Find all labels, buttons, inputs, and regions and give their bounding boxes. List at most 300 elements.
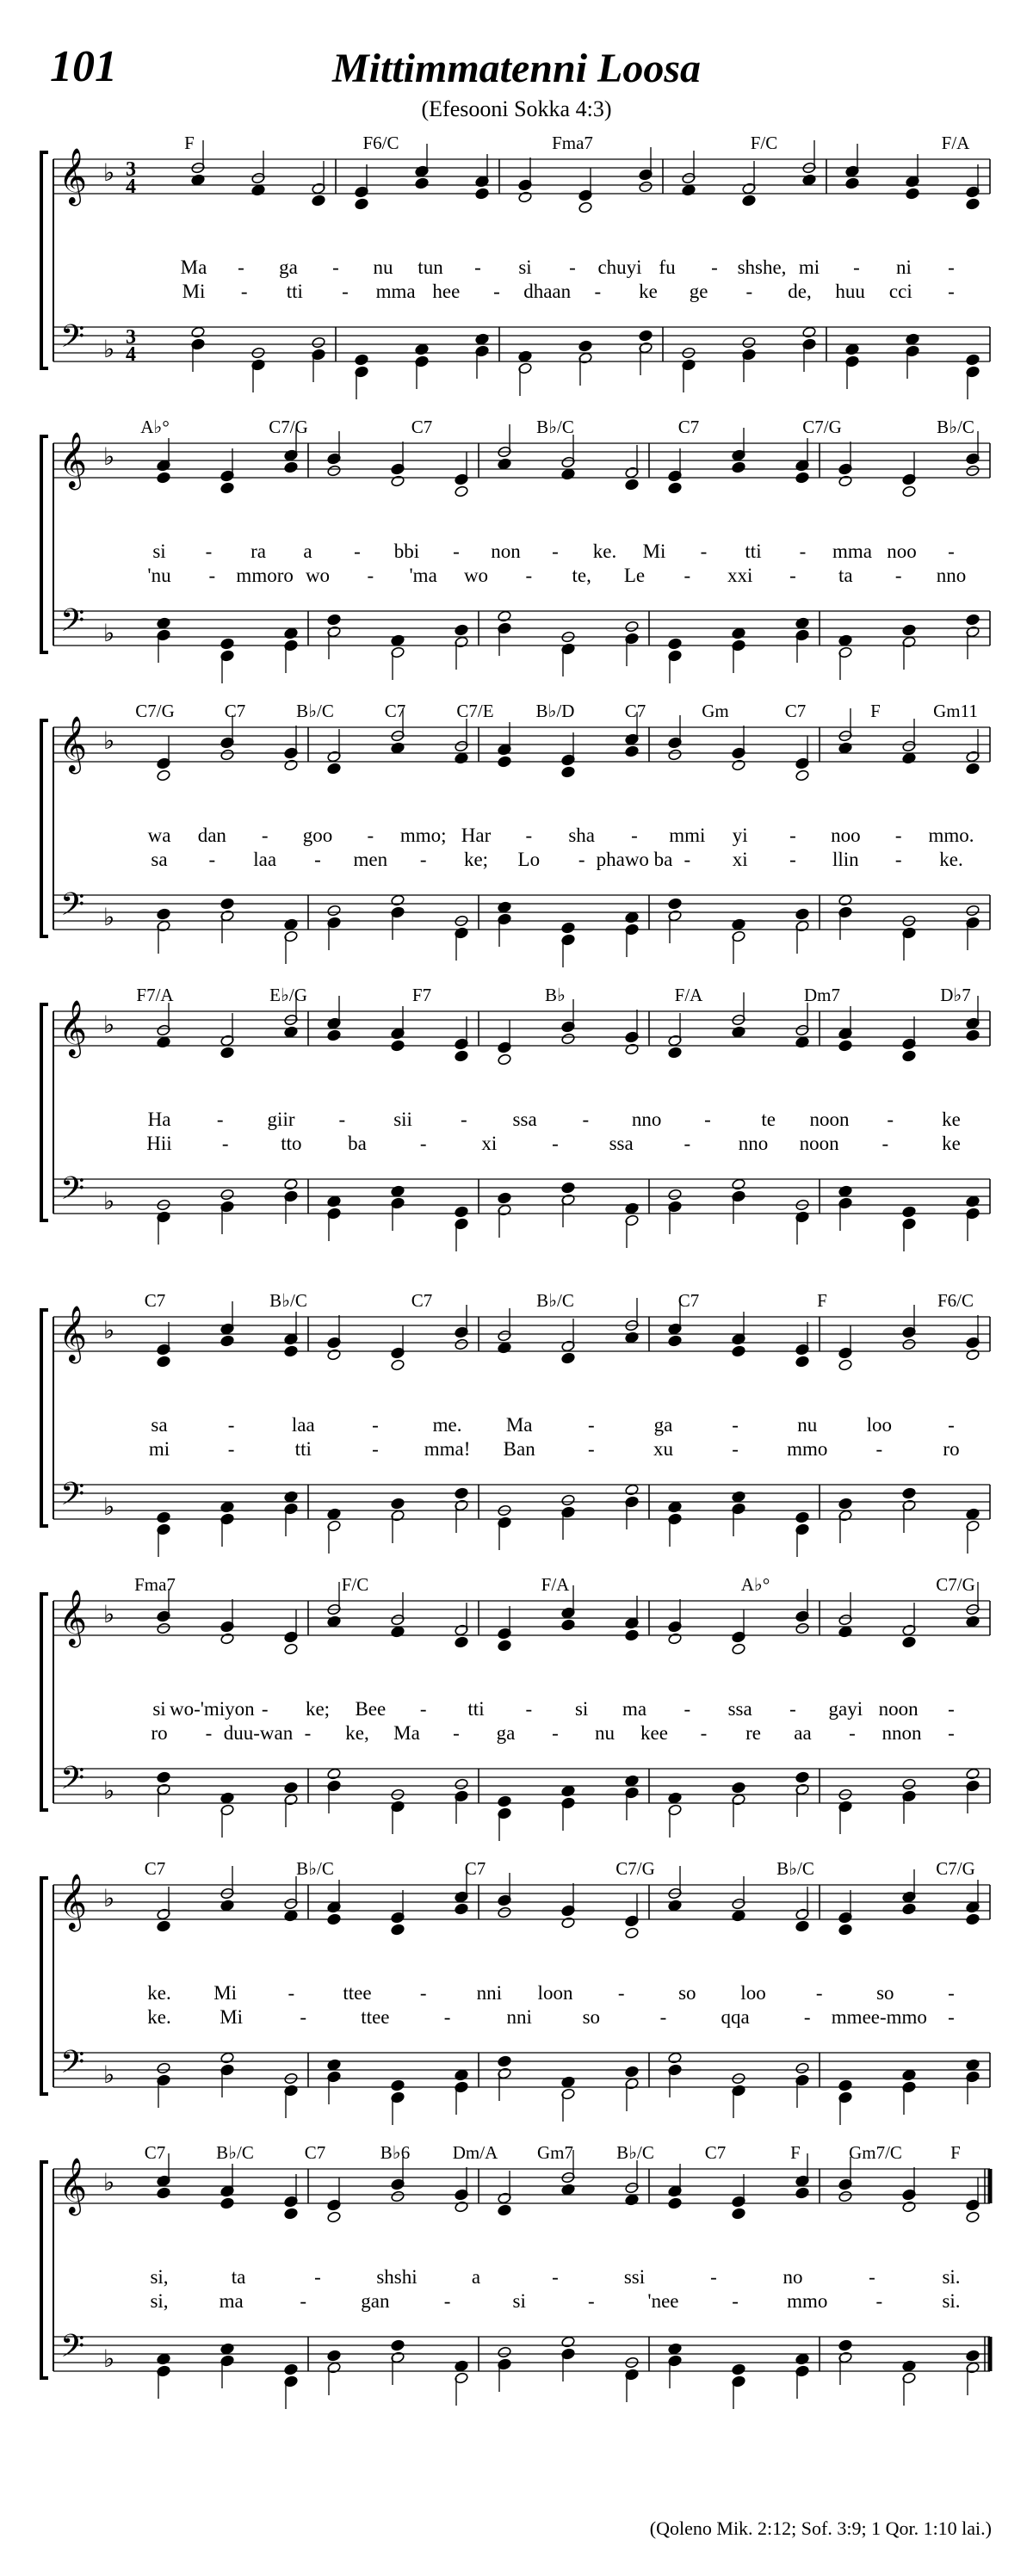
note-head xyxy=(906,333,920,345)
lyric-verse-2: - xyxy=(240,281,248,302)
lyric-verse-2: - xyxy=(684,849,691,870)
lyric-verse-2: - xyxy=(552,1133,559,1154)
note-head xyxy=(327,465,342,477)
lyric-verse-2: - xyxy=(700,1722,708,1744)
lyric-verse-2: 'ma xyxy=(409,565,437,586)
key-signature-flat-icon: ♭ xyxy=(103,1010,115,1039)
lyric-verse-2: - xyxy=(304,1722,312,1744)
note-head xyxy=(625,2066,640,2078)
chord-symbol: F/A xyxy=(941,133,970,153)
lyric-verse-2: wo xyxy=(463,565,489,586)
note-head xyxy=(157,1036,171,1048)
lyric-verse-1: - xyxy=(372,1414,379,1436)
note-head xyxy=(732,1910,746,1922)
lyric-verse-2: ke xyxy=(639,281,658,302)
note-head xyxy=(795,1622,810,1634)
note-head xyxy=(561,1033,576,1045)
note-head xyxy=(220,749,235,761)
note-head xyxy=(312,195,326,207)
lyric-verse-1: me. xyxy=(432,1414,462,1436)
note-head xyxy=(220,1335,235,1347)
note-head xyxy=(795,1356,810,1368)
time-signature-top: 3 xyxy=(126,326,136,349)
lyric-verse-2: nno xyxy=(738,1133,769,1154)
note-head xyxy=(742,337,757,349)
note-head xyxy=(561,922,576,934)
chord-symbol: B♭/D xyxy=(535,701,575,721)
lyric-verse-2: ro xyxy=(943,1438,960,1460)
lyric-verse-2: ke, xyxy=(345,1722,369,1744)
note-head xyxy=(838,2339,853,2351)
lyric-verse-1: mmo. xyxy=(928,825,974,846)
lyric-verse-1: ni xyxy=(896,256,912,278)
treble-clef-icon: 𝄞 xyxy=(59,2158,88,2214)
lyric-verse-1: ssa xyxy=(512,1109,537,1130)
note-head xyxy=(795,1920,810,1932)
lyric-verse-1: mi xyxy=(798,256,820,278)
chord-symbol: B♭/C xyxy=(536,417,574,437)
lyric-verse-2: xi xyxy=(481,1133,498,1154)
lyric-verse-1: Ma xyxy=(505,1414,533,1436)
note-head xyxy=(625,745,640,757)
chord-symbol: C7 xyxy=(677,417,700,437)
note-head xyxy=(625,1043,640,1055)
note-head xyxy=(561,2076,576,2088)
note-head xyxy=(966,2059,980,2071)
note-head xyxy=(191,174,206,186)
lyric-verse-1: ke. xyxy=(147,1982,171,2004)
chord-symbol: C7 xyxy=(304,2142,326,2163)
lyric-verse-1: - xyxy=(710,2266,717,2288)
lyric-verse-1: mmi xyxy=(669,825,706,846)
lyric-verse-2: - xyxy=(948,2006,955,2028)
note-head xyxy=(391,634,405,646)
lyric-verse-1: - xyxy=(238,256,244,278)
note-head xyxy=(157,2062,171,2074)
note-head xyxy=(902,1636,917,1648)
note-head xyxy=(625,1202,640,1214)
note-head xyxy=(391,894,405,906)
lyric-verse-2: ga xyxy=(496,1722,516,1744)
lyric-verse-2: phawo ba xyxy=(596,849,673,870)
lyric-verse-1: - xyxy=(948,1982,955,2004)
lyric-verse-1: - xyxy=(684,1698,691,1720)
lyric-verse-1: - xyxy=(261,1698,269,1720)
note-head xyxy=(742,195,757,207)
lyric-verse-2: 'nu xyxy=(147,565,171,586)
lyric-verse-2: - xyxy=(208,849,216,870)
lyric-verse-1: so xyxy=(876,1982,894,2004)
lyric-verse-2: ke; xyxy=(463,849,489,870)
note-head xyxy=(455,752,469,764)
lyric-verse-1: - xyxy=(354,541,361,562)
lyric-verse-2: tto xyxy=(281,1133,302,1154)
note-head xyxy=(157,1511,171,1523)
note-head xyxy=(902,1206,917,1218)
lyric-verse-1: ra xyxy=(251,541,266,562)
note-head xyxy=(327,2059,342,2071)
lyric-verse-2: nni xyxy=(506,2006,532,2028)
lyric-verse-1: - xyxy=(704,1109,711,1130)
note-head xyxy=(902,624,917,636)
note-head xyxy=(906,188,920,200)
note-head xyxy=(312,337,326,349)
note-head xyxy=(966,2350,980,2362)
lyric-verse-2: - xyxy=(372,1438,379,1460)
lyric-verse-2: nu xyxy=(595,1722,615,1744)
chord-symbol: A♭° xyxy=(140,417,170,437)
lyric-verse-2: xi xyxy=(732,849,748,870)
key-signature-flat-icon: ♭ xyxy=(103,1884,115,1912)
note-head xyxy=(391,2190,405,2202)
lyric-verse-1: loo xyxy=(866,1414,893,1436)
note-head xyxy=(845,177,860,189)
lyric-verse-2: - xyxy=(208,565,216,586)
chord-symbol: Fma7 xyxy=(552,133,593,153)
note-head xyxy=(639,181,653,193)
lyric-verse-1: shshe, xyxy=(737,256,787,278)
lyric-verse-1: - xyxy=(815,1982,823,2004)
note-head xyxy=(518,191,533,203)
note-head xyxy=(498,458,512,470)
lyric-verse-2: mma! xyxy=(424,1438,471,1460)
note-head xyxy=(157,2187,171,2199)
lyric-verse-1: mma xyxy=(832,541,872,562)
note-head xyxy=(732,627,746,639)
lyric-verse-2: mmoro xyxy=(236,565,294,586)
note-head xyxy=(327,2350,342,2362)
lyric-verse-2: qqa xyxy=(721,2006,750,2028)
note-head xyxy=(455,1050,469,1062)
lyric-verse-1: si, xyxy=(150,2266,169,2288)
note-head xyxy=(838,1040,853,1052)
lyric-verse-2: - xyxy=(453,1722,460,1744)
key-signature-flat-icon: ♭ xyxy=(103,442,115,471)
note-head xyxy=(391,1626,405,1638)
note-head xyxy=(561,1619,576,1631)
note-head xyxy=(391,1185,405,1197)
note-head xyxy=(220,2343,235,2355)
note-head xyxy=(802,326,817,338)
note-head xyxy=(327,1615,342,1628)
scripture-references: (Qoleno Mik. 2:12; Sof. 3:9; 1 Qor. 1:10 lai.) xyxy=(649,2517,992,2539)
lyric-verse-2: Ban xyxy=(503,1438,535,1460)
lyric-verse-2: - xyxy=(205,1722,213,1744)
lyric-verse-1: - xyxy=(789,825,796,846)
note-head xyxy=(220,1900,235,1912)
staff-system xyxy=(0,981,1033,1274)
lyric-verse-2: llin xyxy=(832,849,859,870)
key-signature-flat-icon: ♭ xyxy=(103,2060,115,2089)
lyric-verse-2: Lo xyxy=(517,849,541,870)
lyric-verse-2: tti xyxy=(286,281,303,302)
lyric-verse-2: aa xyxy=(794,1722,812,1744)
chord-symbol: F xyxy=(817,1290,827,1311)
note-head xyxy=(966,1195,980,1208)
treble-clef-icon: 𝄞 xyxy=(59,1306,88,1362)
lyric-verse-2: - xyxy=(367,565,374,586)
lyric-verse-2: si. xyxy=(942,2290,961,2312)
chord-symbol: D♭7 xyxy=(940,985,971,1005)
hymn-title: Mittimmatenni Loosa xyxy=(331,46,702,91)
lyric-verse-2: - xyxy=(894,849,902,870)
chord-symbol: C7 xyxy=(704,2142,727,2163)
hymn-number: 101 xyxy=(50,42,117,91)
note-head xyxy=(625,1484,640,1496)
chord-symbol: E♭/G xyxy=(269,985,307,1005)
lyric-verse-1: tun xyxy=(418,256,443,278)
lyric-verse-2: - xyxy=(789,849,796,870)
note-head xyxy=(668,2052,683,2064)
note-head xyxy=(838,1498,853,1510)
lyric-verse-2: xu xyxy=(653,1438,673,1460)
staff-system xyxy=(0,413,1033,706)
lyric-verse-1: ke. xyxy=(592,541,617,562)
note-head xyxy=(838,894,853,906)
note-head xyxy=(838,742,853,754)
note-head xyxy=(668,1900,683,1912)
lyric-verse-1: ga xyxy=(653,1414,673,1436)
note-head xyxy=(157,1356,171,1368)
bass-clef-icon: 𝄢 xyxy=(60,1476,85,1520)
lyric-verse-2: - xyxy=(314,849,321,870)
lyric-verse-2: gan xyxy=(361,2290,390,2312)
note-head xyxy=(668,1047,683,1059)
note-head xyxy=(902,2360,917,2372)
lyric-verse-2: - xyxy=(745,281,753,302)
chord-symbol: F/A xyxy=(541,1574,570,1595)
chord-symbol: F/A xyxy=(674,985,703,1005)
lyric-verse-1: - xyxy=(799,541,807,562)
staff-lines xyxy=(0,129,1033,422)
lyric-verse-2: ro xyxy=(151,1722,168,1744)
note-head xyxy=(284,759,299,771)
lyric-verse-1: - xyxy=(314,2266,321,2288)
lyric-verse-2: - xyxy=(789,565,796,586)
lyric-verse-1: - xyxy=(948,256,955,278)
lyric-verse-1: sii xyxy=(393,1109,412,1130)
lyric-verse-1: si xyxy=(152,541,166,562)
lyric-verse-2: - xyxy=(578,849,585,870)
note-head xyxy=(902,2069,917,2081)
lyric-verse-1: so xyxy=(678,1982,696,2004)
key-signature-flat-icon: ♭ xyxy=(103,1316,115,1344)
bass-clef-icon: 𝄢 xyxy=(60,602,85,646)
note-head xyxy=(391,2339,405,2351)
note-head xyxy=(284,1910,299,1922)
note-head xyxy=(966,1913,980,1925)
note-head xyxy=(157,617,171,629)
note-head xyxy=(966,1768,980,1780)
note-head xyxy=(157,1771,171,1783)
note-head xyxy=(732,461,746,473)
lyric-verse-2: ttee xyxy=(361,2006,390,2028)
chord-symbol: C7/E xyxy=(456,701,494,721)
note-head xyxy=(455,2069,469,2081)
note-head xyxy=(902,1487,917,1499)
lyric-verse-1: - xyxy=(288,1982,295,2004)
lyric-verse-1: - xyxy=(552,541,559,562)
lyric-verse-2: - xyxy=(849,1722,856,1744)
chord-symbol: B♭/C xyxy=(937,417,974,437)
note-head xyxy=(284,1643,299,1655)
lyric-verse-2: Le xyxy=(623,565,646,586)
chord-symbol: Dm/A xyxy=(452,2142,498,2163)
lyric-verse-1: noo xyxy=(831,825,861,846)
note-head xyxy=(455,1487,469,1499)
chord-symbol: F6/C xyxy=(937,1290,974,1311)
note-head xyxy=(498,1342,512,1354)
chord-symbol: F6/C xyxy=(362,133,399,153)
note-head xyxy=(498,756,512,768)
note-head xyxy=(220,1189,235,1201)
lyric-verse-1: noo xyxy=(887,541,917,562)
lyric-verse-2: duu-wan xyxy=(223,1722,294,1744)
lyric-verse-1: shshi xyxy=(376,2266,418,2288)
chord-symbol: B♭/C xyxy=(296,1858,334,1879)
note-head xyxy=(391,475,405,487)
note-head xyxy=(966,614,980,626)
lyric-verse-1: - xyxy=(587,1414,595,1436)
note-head xyxy=(284,1782,299,1794)
lyric-verse-2: re xyxy=(745,1722,761,1744)
lyric-verse-1: Bee xyxy=(355,1698,387,1720)
note-head xyxy=(327,1508,342,1520)
lyric-verse-2: - xyxy=(948,281,955,302)
note-head xyxy=(838,2079,853,2091)
bass-clef-icon: 𝄢 xyxy=(60,886,85,930)
note-head xyxy=(455,1636,469,1648)
chord-symbol: F xyxy=(870,701,881,721)
lyric-verse-1: si xyxy=(574,1698,589,1720)
lyric-verse-2: wo xyxy=(305,565,331,586)
lyric-verse-2: - xyxy=(443,2290,451,2312)
note-head xyxy=(838,1185,853,1197)
lyric-verse-1: a xyxy=(303,541,312,562)
note-head xyxy=(327,1349,342,1361)
lyric-verse-1: - xyxy=(948,1414,955,1436)
lyric-verse-1: Har xyxy=(461,825,492,846)
note-head xyxy=(668,1633,683,1645)
note-head xyxy=(415,177,430,189)
note-head xyxy=(795,1511,810,1523)
note-head xyxy=(732,1178,746,1190)
lyric-verse-2: mi xyxy=(148,1438,170,1460)
chord-symbol: F7/A xyxy=(136,985,174,1005)
note-head xyxy=(668,482,683,494)
chord-symbol: Fma7 xyxy=(134,1574,176,1595)
note-head xyxy=(355,354,369,366)
note-head xyxy=(391,1924,405,1936)
note-head xyxy=(668,2197,683,2209)
note-head xyxy=(220,2197,235,2209)
lyric-verse-1: - xyxy=(525,1698,533,1720)
key-signature-flat-icon: ♭ xyxy=(103,2344,115,2373)
lyric-verse-2: - xyxy=(948,1722,955,1744)
note-head xyxy=(625,1927,640,1939)
lyric-verse-1: - xyxy=(453,541,460,562)
lyric-verse-2: Hii xyxy=(146,1133,172,1154)
note-head xyxy=(455,1206,469,1218)
bass-clef-icon: 𝄢 xyxy=(60,2044,85,2088)
lyric-verse-2: de, xyxy=(788,281,812,302)
note-head xyxy=(327,614,342,626)
note-head xyxy=(220,482,235,494)
note-head xyxy=(561,468,576,480)
note-head xyxy=(284,461,299,473)
note-head xyxy=(220,898,235,910)
note-head xyxy=(795,2062,810,2074)
note-head xyxy=(795,2353,810,2365)
note-head xyxy=(845,343,860,355)
lyric-verse-1: noon xyxy=(809,1109,850,1130)
chord-symbol: Dm7 xyxy=(804,985,840,1005)
scripture-subtitle: (Efesooni Sokka 4:3) xyxy=(421,96,612,121)
lyric-verse-1: - xyxy=(869,2266,875,2288)
note-head xyxy=(475,188,490,200)
lyric-verse-1: - xyxy=(853,256,860,278)
lyric-verse-2: ge xyxy=(689,281,708,302)
lyric-verse-2: - xyxy=(493,281,500,302)
note-head xyxy=(327,1029,342,1041)
lyric-verse-2: dhaan xyxy=(523,281,572,302)
note-head xyxy=(795,1036,810,1048)
chord-symbol: C7 xyxy=(784,701,807,721)
note-head xyxy=(284,918,299,930)
note-head xyxy=(795,1771,810,1783)
lyric-verse-1: - xyxy=(617,1982,625,2004)
lyric-verse-2: - xyxy=(875,2290,883,2312)
lyric-verse-1: a xyxy=(471,2266,481,2288)
chord-symbol: C7/G xyxy=(615,1858,655,1879)
note-head xyxy=(561,2184,576,2196)
note-head xyxy=(682,184,696,196)
lyric-verse-2: kee xyxy=(640,1722,668,1744)
key-signature-flat-icon: ♭ xyxy=(103,1600,115,1628)
lyric-verse-2: - xyxy=(594,281,602,302)
lyric-verse-2: - xyxy=(732,1438,739,1460)
note-head xyxy=(498,1192,512,1204)
note-head xyxy=(475,333,490,345)
note-head xyxy=(391,2079,405,2091)
chord-symbol: C7/G xyxy=(135,701,175,721)
note-head xyxy=(498,2346,512,2358)
lyric-verse-2: mmo xyxy=(787,1438,828,1460)
lyric-verse-2: - xyxy=(881,1133,889,1154)
note-head xyxy=(668,1792,683,1804)
lyric-verse-2: - xyxy=(587,1438,595,1460)
note-head xyxy=(498,1640,512,1652)
lyric-verse-2: - xyxy=(221,1133,229,1154)
note-head xyxy=(561,2336,576,2348)
note-head xyxy=(327,1195,342,1208)
chord-symbol: B♭/C xyxy=(216,2142,254,2163)
lyric-verse-2: - xyxy=(684,565,691,586)
lyric-verse-1: Mi xyxy=(213,1982,238,2004)
lyric-verse-2: - xyxy=(525,565,533,586)
lyric-verse-2: cci xyxy=(888,281,912,302)
lyric-verse-2: si xyxy=(512,2290,526,2312)
lyric-verse-2: sa xyxy=(151,849,168,870)
lyric-verse-2: ke xyxy=(942,1133,961,1154)
lyric-verse-2: mma xyxy=(375,281,416,302)
note-head xyxy=(561,1494,576,1506)
note-head xyxy=(902,485,917,497)
note-head xyxy=(220,1501,235,1513)
note-head xyxy=(391,1498,405,1510)
note-head xyxy=(578,201,593,213)
lyric-verse-1: bbi xyxy=(393,541,420,562)
